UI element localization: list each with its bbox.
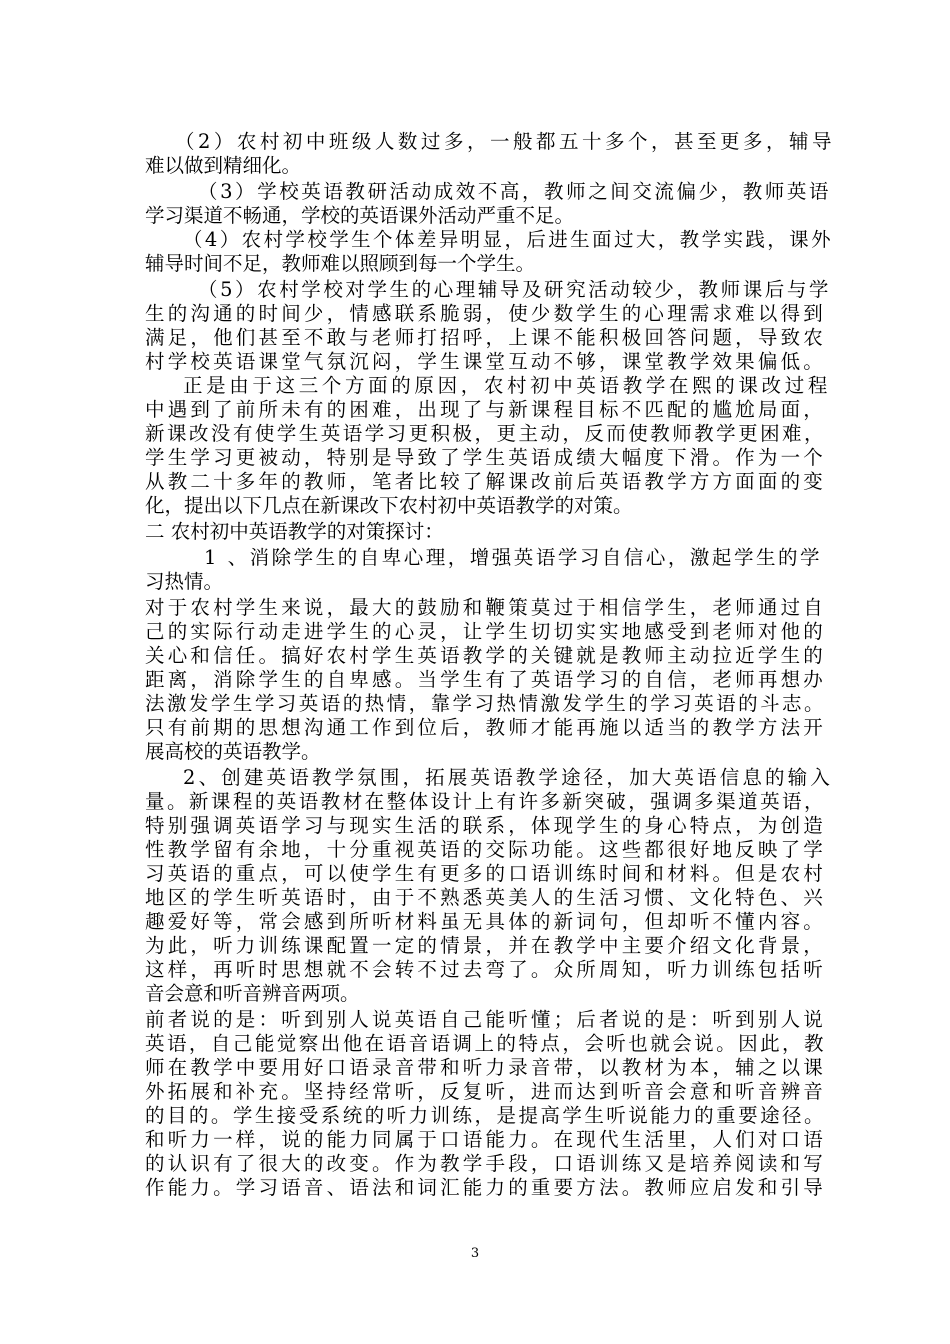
text-line: 中遇到了前所未有的困难，出现了与新课程目标不匹配的尴尬局面， bbox=[145, 398, 826, 421]
text-line: 的认识有了很大的改变。作为教学手段，口语训练又是培养阅读和写 bbox=[145, 1152, 826, 1175]
text-line: 正是由于这三个方面的原因，农村初中英语教学在熙的课改过程 bbox=[183, 374, 831, 397]
page-number: 3 bbox=[470, 1246, 480, 1261]
text-line: 展高校的英语教学。 bbox=[145, 740, 321, 763]
text-line: 新课改没有使学生英语学习更积极，更主动，反而使教师教学更困难， bbox=[145, 422, 826, 445]
text-line: 量。新课程的英语教材在整体设计上有许多新突破，强调多渠道英语， bbox=[145, 790, 826, 813]
text-line: 生的沟通的时间少，情感联系脆弱，使少数学生的心理需求难以得到 bbox=[145, 302, 826, 325]
text-line: 作能力。学习语音、语法和词汇能力的重要方法。教师应启发和引导 bbox=[145, 1176, 826, 1199]
text-line: 音会意和听音辨音两项。 bbox=[145, 982, 360, 1005]
text-line: 外拓展和补充。坚持经常听，反复听，进而达到听音会意和听音辨音 bbox=[145, 1080, 826, 1103]
text-line: 只有前期的思想沟通工作到位后，教师才能再施以适当的教学方法开 bbox=[145, 716, 826, 739]
text-line: 学习渠道不畅通，学校的英语课外活动严重不足。 bbox=[145, 204, 575, 227]
text-line: 满足，他们甚至不敢与老师打招呼，上课不能积极回答问题，导致农 bbox=[145, 326, 826, 349]
text-line: 和听力一样，说的能力同属于口语能力。在现代生活里，人们对口语 bbox=[145, 1128, 826, 1151]
text-line: 1 、消除学生的自卑心理，增强英语学习自信心，激起学生的学 bbox=[204, 546, 822, 569]
text-line: 前者说的是：听到别人说英语自己能听懂；后者说的是：听到别人说 bbox=[145, 1008, 826, 1031]
text-line: 这样，再听时思想就不会转不过去弯了。众所周知，听力训练包括听 bbox=[145, 958, 826, 981]
text-line: 的目的。学生接受系统的听力训练，是提高学生听说能力的重要途径。 bbox=[145, 1104, 826, 1127]
text-line: （4）农村学校学生个体差异明显，后进生面过大，教学实践，课外 bbox=[183, 228, 833, 251]
text-line: 习英语的重点，可以使学生有更多的口语训练时间和材料。但是农村 bbox=[145, 862, 826, 885]
text-line: 学生学习更被动，特别是导致了学生英语成绩大幅度下滑。作为一个 bbox=[145, 446, 826, 469]
text-line: 难以做到精细化。 bbox=[145, 154, 302, 177]
text-line: 地区的学生听英语时，由于不熟悉英美人的生活习惯、文化特色、兴 bbox=[145, 886, 826, 909]
text-line: 辅导时间不足，教师难以照顾到每一个学生。 bbox=[145, 252, 536, 275]
text-line: 英语，自己能觉察出他在语音语调上的特点，会听也就会说。因此，教 bbox=[145, 1032, 826, 1055]
text-line: 2、创建英语教学氛围，拓展英语教学途径，加大英语信息的输入 bbox=[183, 766, 833, 789]
text-line: 特别强调英语学习与现实生活的联系，体现学生的身心特点，为创造 bbox=[145, 814, 826, 837]
text-line: 村学校英语课堂气氛沉闷，学生课堂互动不够，课堂教学效果偏低。 bbox=[145, 350, 826, 373]
text-line: 己的实际行动走进学生的心灵，让学生切切实实地感受到老师对他的 bbox=[145, 620, 826, 643]
text-line: 习热情。 bbox=[145, 570, 224, 593]
text-line: （2）农村初中班级人数过多，一般都五十多个，甚至更多，辅导 bbox=[175, 130, 835, 153]
text-line: 对于农村学生来说，最大的鼓励和鞭策莫过于相信学生，老师通过自 bbox=[145, 596, 826, 619]
text-line: 师在教学中要用好口语录音带和听力录音带，以教材为本，辅之以课 bbox=[145, 1056, 826, 1079]
text-line: 关心和信任。搞好农村学生英语教学的关键就是教师主动拉近学生的 bbox=[145, 644, 826, 667]
text-line: 性教学留有余地，十分重视英语的交际功能。这些都很好地反映了学 bbox=[145, 838, 826, 861]
text-line: 趣爱好等，常会感到所听材料虽无具体的新词句，但却听不懂内容。 bbox=[145, 910, 826, 933]
text-line: 为此，听力训练课配置一定的情景，并在教学中主要介绍文化背景， bbox=[145, 934, 826, 957]
text-line: 距离，消除学生的自卑感。当学生有了英语学习的自信，老师再想办 bbox=[145, 668, 826, 691]
text-line: 从教二十多年的教师，笔者比较了解课改前后英语教学方方面面的变 bbox=[145, 470, 826, 493]
text-line: （3）学校英语教研活动成效不高，教师之间交流偏少，教师英语 bbox=[198, 180, 831, 203]
text-line: （5）农村学校对学生的心理辅导及研究活动较少，教师课后与学 bbox=[198, 278, 831, 301]
text-line: 化，提出以下几点在新课改下农村初中英语教学的对策。 bbox=[145, 494, 633, 517]
text-line: 法激发学生学习英语的热情，靠学习热情激发学生的学习英语的斗志。 bbox=[145, 692, 826, 715]
text-line: 二 农村初中英语教学的对策探讨： bbox=[145, 520, 444, 543]
